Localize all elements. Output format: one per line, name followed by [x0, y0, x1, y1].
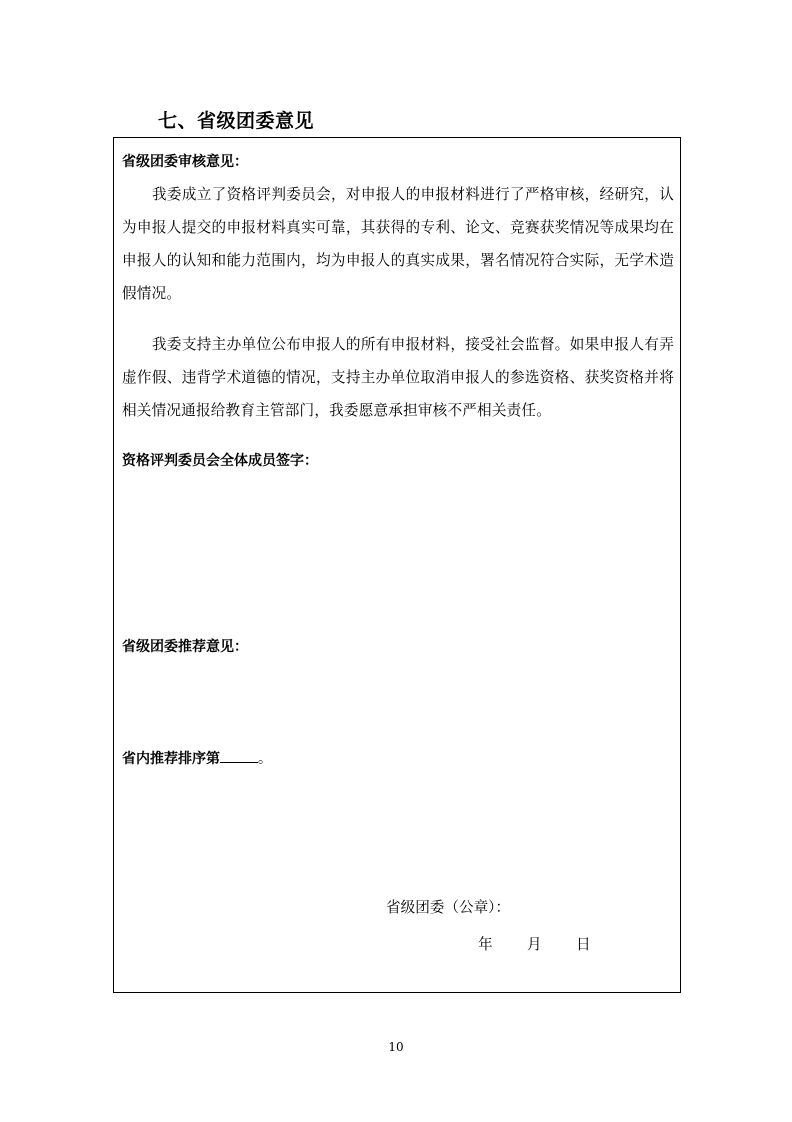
- page-number: 10: [388, 1040, 404, 1054]
- ranking-prefix: 省内推荐排序第: [122, 751, 220, 767]
- date-year-label: 年: [478, 936, 493, 953]
- committee-signature-label: 资格评判委员会全体成员签字：: [122, 453, 318, 469]
- ranking-line: [122, 748, 272, 768]
- ranking-suffix: 。: [258, 751, 272, 767]
- date-day-label: 日: [576, 936, 591, 953]
- ranking-blank-field[interactable]: [220, 750, 258, 763]
- seal-label: 省级团委（公章）：: [386, 899, 511, 916]
- recommendation-opinion-label: 省级团委推荐意见：: [122, 639, 248, 655]
- date-month-label: 月: [527, 936, 542, 953]
- section-title: 七、省级团委意见: [158, 110, 315, 132]
- review-paragraph-1: 我委成立了资格评判委员会，对申报人的申报材料进行了严格审核，经研究，认为申报人提交的申报材料真实可靠，其获得的专利、论文、竞赛获奖情况等成果均在申报人的认知和能力范围内，均为申报人的真实成果，署名情况符合实际，无学术造假情况。: [122, 186, 674, 302]
- review-opinion-label: 省级团委审核意见：: [122, 154, 248, 170]
- review-paragraph-2: 我委支持主办单位公布申报人的所有申报材料，接受社会监督。如果申报人有弄虚作假、违背学术道德的情况，支持主办单位取消申报人的参选资格、获奖资格并将相关情况通报给教育主管部门，我委愿意承担审核不严相关责任。: [122, 336, 674, 419]
